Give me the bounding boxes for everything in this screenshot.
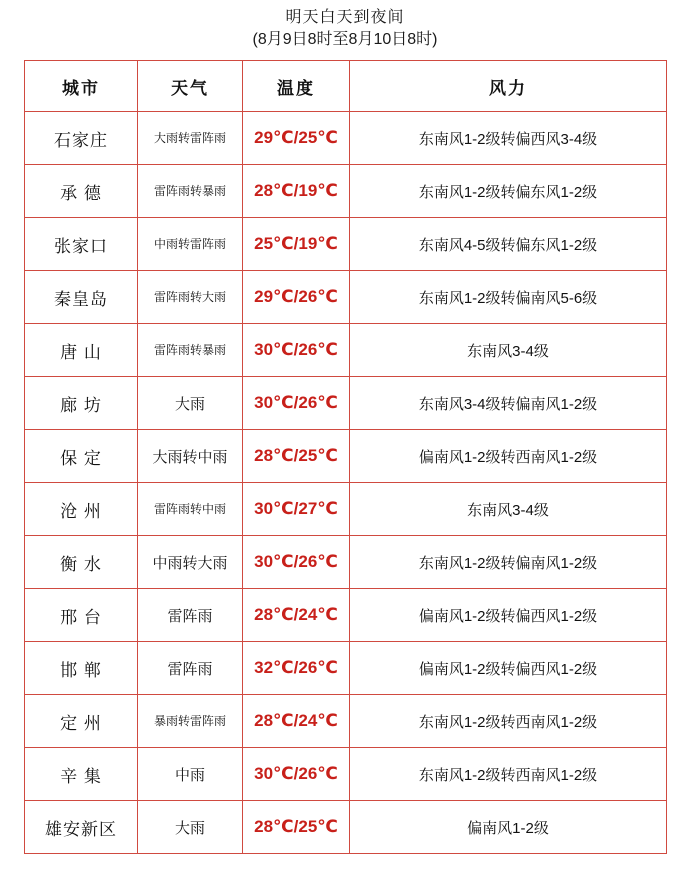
cell-weather xyxy=(138,324,243,377)
cell-wind xyxy=(350,589,667,642)
table-header-row xyxy=(25,61,667,112)
cell-temperature xyxy=(243,536,350,589)
temperature-value: 30℃/26℃ xyxy=(254,764,338,783)
page-title xyxy=(0,0,690,51)
city-name: 张家口 xyxy=(54,236,108,256)
table-row xyxy=(25,642,667,695)
cell-city xyxy=(25,165,138,218)
cell-city xyxy=(25,377,138,430)
wind-description: 东南风1-2级转偏南风5-6级 xyxy=(418,289,598,307)
wind-description: 东南风1-2级转偏西风3-4级 xyxy=(418,130,598,148)
cell-temperature xyxy=(243,112,350,165)
temperature-value: 28℃/24℃ xyxy=(254,605,338,624)
wind-description: 偏南风1-2级转偏西风1-2级 xyxy=(418,607,598,625)
cell-weather xyxy=(138,430,243,483)
city-name: 保 定 xyxy=(60,448,102,468)
table-row xyxy=(25,218,667,271)
cell-city xyxy=(25,695,138,748)
cell-wind xyxy=(350,112,667,165)
cell-city xyxy=(25,801,138,854)
city-name: 定 州 xyxy=(60,713,102,733)
temperature-value: 32℃/26℃ xyxy=(254,658,338,677)
cell-city xyxy=(25,218,138,271)
weather-description: 大雨转雷阵雨 xyxy=(153,131,226,145)
city-name: 石家庄 xyxy=(54,130,108,150)
weather-description: 大雨 xyxy=(174,395,205,413)
cell-wind xyxy=(350,165,667,218)
weather-description: 中雨转雷阵雨 xyxy=(153,237,226,251)
forecast-table-wrapper xyxy=(24,60,666,854)
cell-wind xyxy=(350,801,667,854)
weather-description: 大雨转中雨 xyxy=(152,448,228,466)
cell-weather xyxy=(138,112,243,165)
table-row xyxy=(25,589,667,642)
title-primary: 明天白天到夜间 xyxy=(285,9,405,26)
cell-temperature xyxy=(243,377,350,430)
table-row xyxy=(25,271,667,324)
wind-description: 偏南风1-2级转西南风1-2级 xyxy=(418,448,598,466)
cell-city xyxy=(25,324,138,377)
city-name: 雄安新区 xyxy=(45,819,117,839)
temperature-value: 28℃/24℃ xyxy=(254,711,338,730)
cell-temperature xyxy=(243,324,350,377)
forecast-table xyxy=(24,60,667,854)
cell-weather xyxy=(138,218,243,271)
city-name: 邯 郸 xyxy=(60,660,102,680)
weather-description: 雷阵雨转中雨 xyxy=(153,502,226,516)
cell-city xyxy=(25,642,138,695)
table-body xyxy=(25,112,667,854)
wind-description: 东南风1-2级转偏东风1-2级 xyxy=(418,183,598,201)
table-row xyxy=(25,324,667,377)
cell-weather xyxy=(138,483,243,536)
city-name: 辛 集 xyxy=(60,766,102,786)
table-row xyxy=(25,112,667,165)
wind-description: 东南风1-2级转偏南风1-2级 xyxy=(418,554,598,572)
column-header-weather: 天气 xyxy=(138,61,243,112)
cell-weather xyxy=(138,165,243,218)
cell-temperature xyxy=(243,589,350,642)
weather-description: 暴雨转雷阵雨 xyxy=(153,714,226,728)
cell-wind xyxy=(350,483,667,536)
cell-weather xyxy=(138,642,243,695)
temperature-value: 28℃/19℃ xyxy=(254,181,338,200)
column-header-wind: 风力 xyxy=(350,61,667,112)
cell-wind xyxy=(350,218,667,271)
cell-wind xyxy=(350,642,667,695)
city-name: 邢 台 xyxy=(60,607,102,627)
city-name: 沧 州 xyxy=(60,501,102,521)
cell-wind xyxy=(350,324,667,377)
cell-city xyxy=(25,589,138,642)
cell-weather xyxy=(138,748,243,801)
table-header xyxy=(25,61,667,112)
weather-description: 中雨转大雨 xyxy=(152,554,228,572)
cell-weather xyxy=(138,801,243,854)
wind-description: 东南风3-4级 xyxy=(467,501,549,519)
cell-temperature xyxy=(243,165,350,218)
table-row xyxy=(25,801,667,854)
title-date-range: (8月9日8时至8月10日8时) xyxy=(252,31,438,48)
temperature-value: 29℃/25℃ xyxy=(254,128,338,147)
weather-description: 雷阵雨 xyxy=(167,660,213,678)
table-row xyxy=(25,483,667,536)
temperature-value: 30℃/27℃ xyxy=(254,499,338,518)
wind-description: 东南风1-2级转西南风1-2级 xyxy=(418,766,598,784)
weather-description: 雷阵雨转大雨 xyxy=(153,290,226,304)
table-row xyxy=(25,430,667,483)
city-name: 廊 坊 xyxy=(60,395,102,415)
cell-weather xyxy=(138,589,243,642)
cell-city xyxy=(25,748,138,801)
table-row xyxy=(25,536,667,589)
cell-wind xyxy=(350,271,667,324)
weather-description: 雷阵雨 xyxy=(167,607,213,625)
cell-temperature xyxy=(243,430,350,483)
city-name: 承 德 xyxy=(60,183,102,203)
table-row xyxy=(25,695,667,748)
temperature-value: 28℃/25℃ xyxy=(254,817,338,836)
cell-wind xyxy=(350,430,667,483)
cell-temperature xyxy=(243,271,350,324)
cell-temperature xyxy=(243,695,350,748)
wind-description: 偏南风1-2级 xyxy=(467,819,549,837)
weather-description: 大雨 xyxy=(174,819,205,837)
cell-city xyxy=(25,536,138,589)
temperature-value: 30℃/26℃ xyxy=(254,393,338,412)
temperature-value: 29℃/26℃ xyxy=(254,287,338,306)
temperature-value: 30℃/26℃ xyxy=(254,340,338,359)
cell-city xyxy=(25,112,138,165)
cell-weather xyxy=(138,271,243,324)
cell-weather xyxy=(138,536,243,589)
cell-temperature xyxy=(243,483,350,536)
temperature-value: 28℃/25℃ xyxy=(254,446,338,465)
weather-description: 雷阵雨转暴雨 xyxy=(153,184,226,198)
cell-temperature xyxy=(243,642,350,695)
cell-temperature xyxy=(243,748,350,801)
column-header-temperature: 温度 xyxy=(243,61,350,112)
wind-description: 东南风4-5级转偏东风1-2级 xyxy=(418,236,598,254)
cell-weather xyxy=(138,695,243,748)
city-name: 秦皇岛 xyxy=(54,289,108,309)
cell-wind xyxy=(350,748,667,801)
cell-temperature xyxy=(243,218,350,271)
cell-wind xyxy=(350,377,667,430)
cell-wind xyxy=(350,536,667,589)
temperature-value: 30℃/26℃ xyxy=(254,552,338,571)
wind-description: 东南风1-2级转西南风1-2级 xyxy=(418,713,598,731)
weather-description: 中雨 xyxy=(174,766,205,784)
cell-wind xyxy=(350,695,667,748)
cell-temperature xyxy=(243,801,350,854)
temperature-value: 25℃/19℃ xyxy=(254,234,338,253)
cell-city xyxy=(25,430,138,483)
cell-city xyxy=(25,483,138,536)
column-header-city: 城市 xyxy=(25,61,138,112)
table-row xyxy=(25,377,667,430)
cell-weather xyxy=(138,377,243,430)
city-name: 唐 山 xyxy=(60,342,102,362)
cell-city xyxy=(25,271,138,324)
wind-description: 东南风3-4级 xyxy=(467,342,549,360)
wind-description: 偏南风1-2级转偏西风1-2级 xyxy=(418,660,598,678)
wind-description: 东南风3-4级转偏南风1-2级 xyxy=(418,395,598,413)
city-name: 衡 水 xyxy=(60,554,102,574)
table-row xyxy=(25,165,667,218)
table-row xyxy=(25,748,667,801)
weather-description: 雷阵雨转暴雨 xyxy=(153,343,226,357)
